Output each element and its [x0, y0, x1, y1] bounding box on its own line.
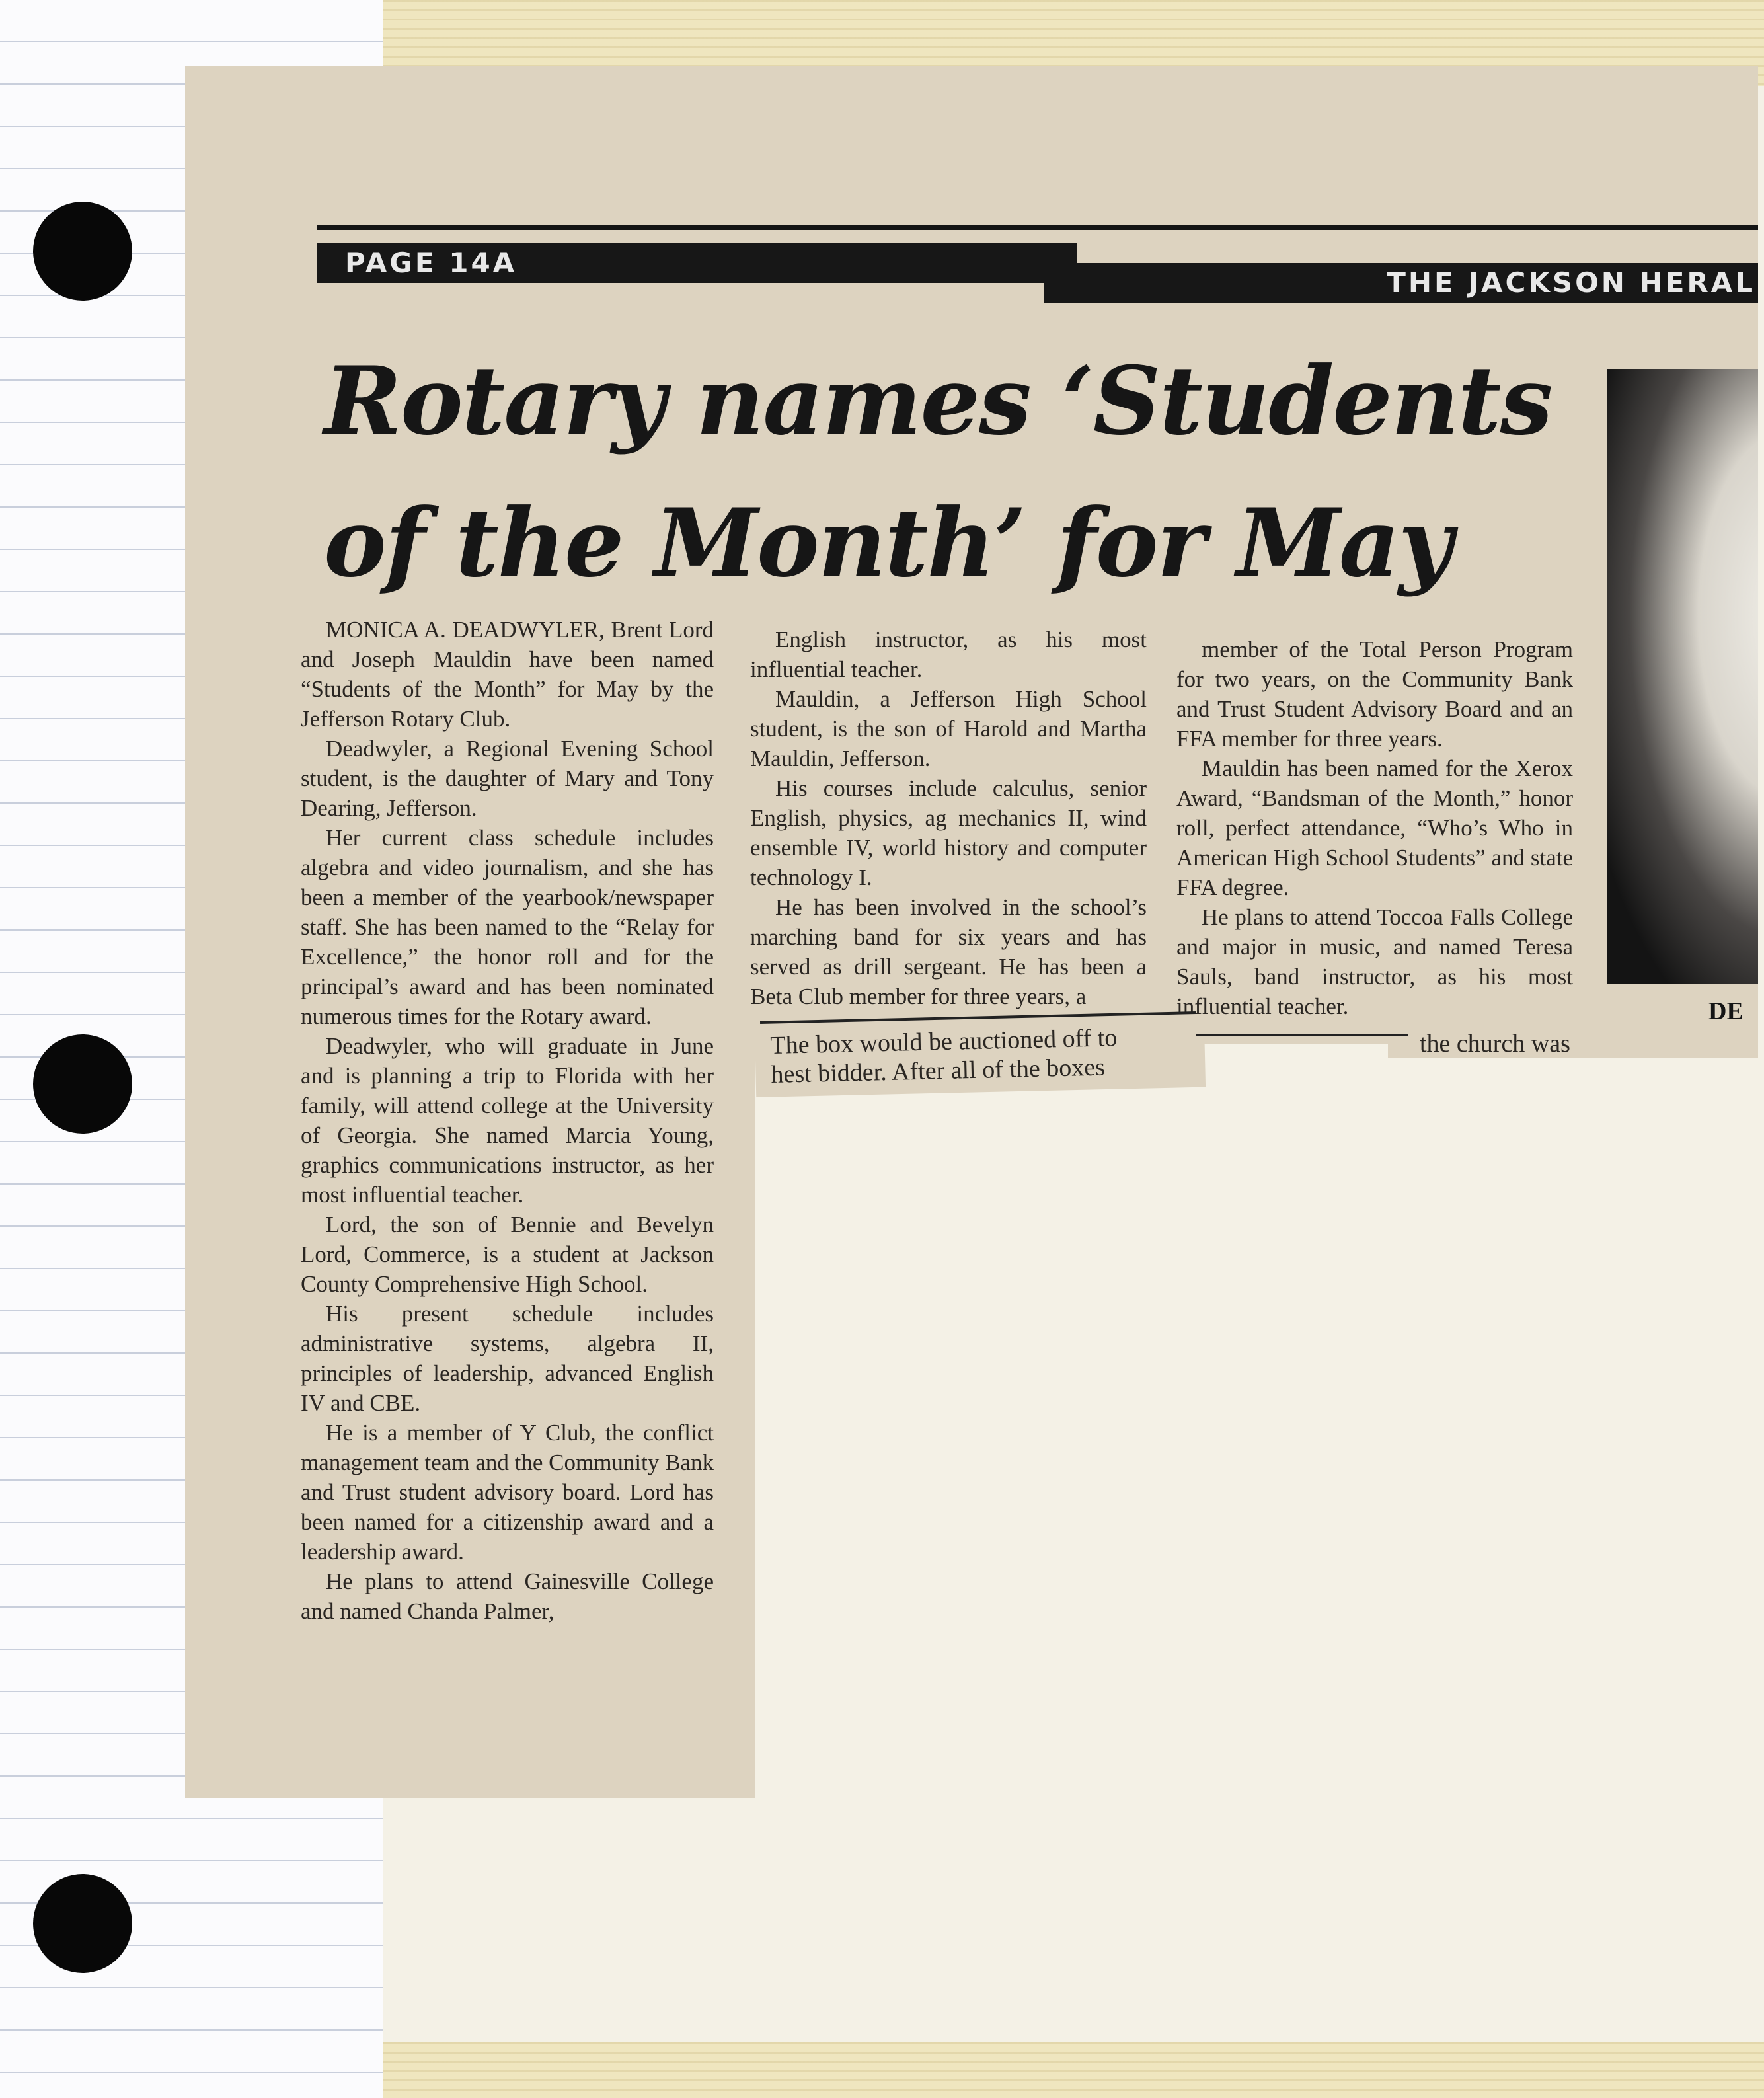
strip-rule-right — [1196, 1034, 1408, 1036]
student-photo — [1607, 369, 1758, 984]
photo-caption-fragment: DE — [1708, 997, 1744, 1025]
paragraph: MONICA A. DEADWYLER, Brent Lord and Joseph Mauldin have been named “Students of the Month” for May by the Jefferson Rotary Club. — [301, 617, 714, 732]
paper-name: THE JACKSON HERAL — [1044, 263, 1758, 303]
adjacent-article-fragment — [770, 1023, 1118, 1089]
header-rule — [317, 225, 1758, 230]
paragraph: Lord, the son of Bennie and Bevelyn Lord, Commerce, is a student at Jackson County Comprehensive High School. — [301, 1212, 714, 1297]
adjacent-article-fragment-right: the church was — [1420, 1030, 1570, 1053]
paragraph: He has been involved in the school’s marching band for six years and has served as drill sergeant. He has been a Beta Club member for three years, a — [750, 894, 1147, 1009]
paragraph: Deadwyler, who will graduate in June and is planning a trip to Florida with her family, will attend college at the University of Georgia. She named Marcia Young, graphics communications instructor, as her most influential teacher. — [301, 1033, 714, 1208]
fragment-line-1: The box would be auctioned off to — [770, 1024, 1118, 1060]
paragraph: He is a member of Y Club, the conflict management team and the Community Bank and Trust student advisory board. Lord has been named for a citizenship award and a leadership award. — [301, 1420, 714, 1565]
paragraph: Her current class schedule includes algebra and video journalism, and she has been a member of the yearbook/newspaper staff. She has been named to the “Relay for Excellence,” the honor roll and for the principal’s award and has been nominated numerous times for the Rotary award. — [301, 825, 714, 1029]
paragraph: Mauldin, a Jefferson High School student, is the son of Harold and Martha Mauldin, Jefferson. — [750, 686, 1147, 771]
article-column-1 — [301, 615, 714, 1626]
article-column-2 — [750, 625, 1147, 1011]
page-label: PAGE 14A — [317, 243, 1077, 283]
paragraph: English instructor, as his most influential teacher. — [750, 627, 1147, 682]
headline-line-2: of the Month’ for May — [324, 488, 1452, 598]
binder-hole-top — [33, 202, 132, 301]
binder-hole-middle — [33, 1034, 132, 1134]
paragraph: Mauldin has been named for the Xerox Award, “Bandsman of the Month,” honor roll, perfect attendance, “Who’s Who in American High School Students” and state FFA degree. — [1176, 756, 1573, 900]
paragraph: He plans to attend Toccoa Falls College and major in music, and named Teresa Sauls, band instructor, as his most influential teacher. — [1176, 904, 1573, 1019]
paragraph: Deadwyler, a Regional Evening School student, is the daughter of Mary and Tony Dearing, Jefferson. — [301, 736, 714, 821]
paragraph: His present schedule includes administrative systems, algebra II, principles of leadership, advanced English IV and CBE. — [301, 1301, 714, 1416]
fragment-line-2: hest bidder. After all of the boxes — [771, 1053, 1106, 1089]
headline-line-1: Rotary names ‘Students — [324, 346, 1552, 456]
backing-tape-bottom — [383, 2042, 1764, 2098]
headline — [324, 330, 1606, 615]
article-column-3 — [1176, 635, 1573, 1021]
paragraph: His courses include calculus, senior English, physics, ag mechanics II, wind ensemble IV, world history and computer technology I. — [750, 775, 1147, 890]
paragraph: member of the Total Person Program for two years, on the Community Bank and Trust Student Advisory Board and an FFA member for three years. — [1176, 637, 1573, 752]
binder-hole-bottom — [33, 1874, 132, 1973]
paragraph: He plans to attend Gainesville College and named Chanda Palmer, — [301, 1569, 714, 1624]
